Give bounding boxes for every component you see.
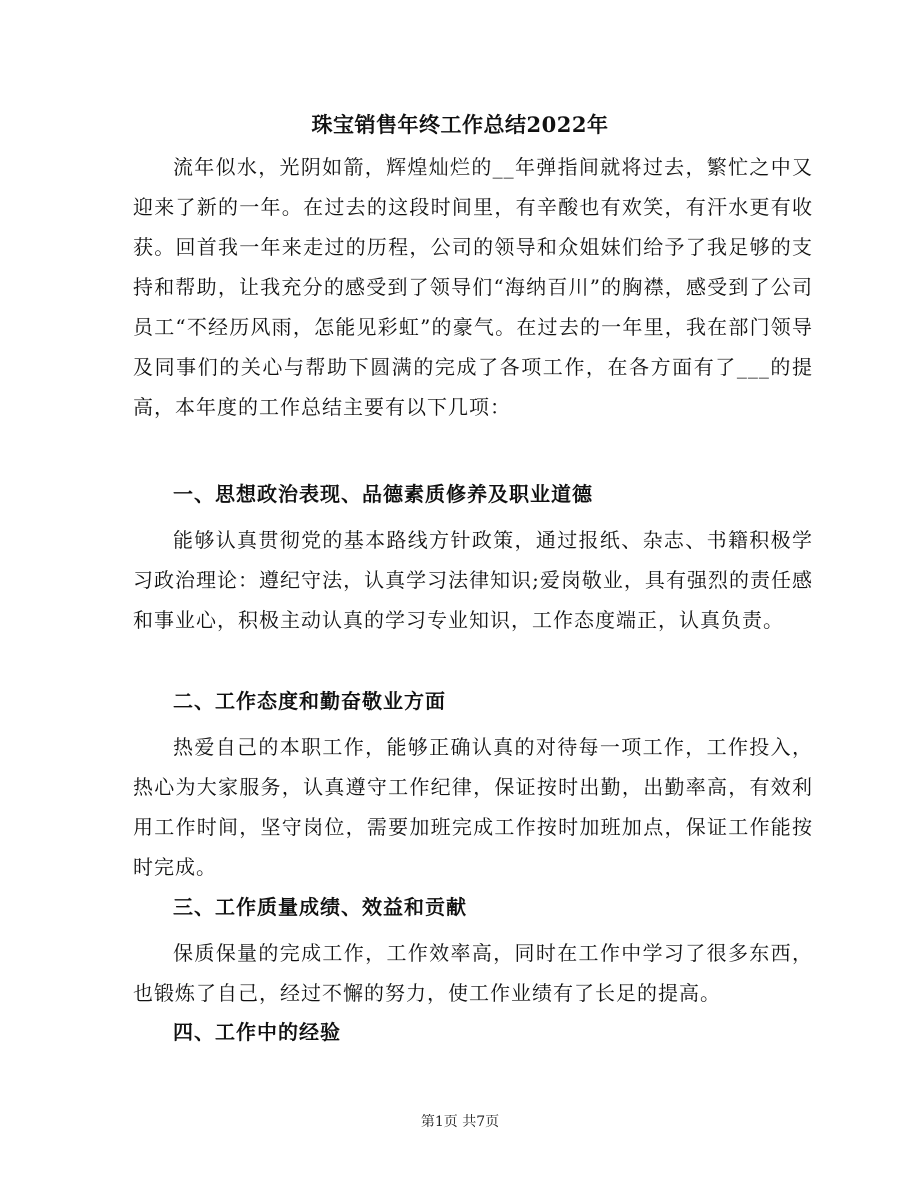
section-heading: 二、工作态度和勤奋敬业方面 (173, 689, 446, 713)
intro-paragraph: 流年似水，光阴如箭，辉煌灿烂的__年弹指间就将过去，繁忙之中又迎来了新的一年。在过去的这段时间里，有辛酸也有欢笑，有汗水更有收获。回首我一年来走过的历程，公司的领导和众姐妹们给予了我足够的支持和帮助，让我充分的感受到了领导们“海纳百川”的胸襟，感受到了公司员工“不经历风雨，怎能见彩虹”的豪气。在过去的一年里，我在部门领导及同事们的关心与帮助下圆满的完成了各项工作，在各方面有了___的提高，本年度的工作总结主要有以下几项： (133, 155, 813, 419)
page-footer: 第1页 共7页 (420, 1114, 500, 1130)
section-heading: 三、工作质量成绩、效益和贡献 (173, 895, 467, 919)
intro-block (133, 147, 813, 427)
section-body: 热爱自己的本职工作，能够正确认真的对待每一项工作，工作投入，热心为大家服务，认真遵守工作纪律，保证按时出勤，出勤率高，有效利用工作时间，坚守岗位，需要加班完成工作按时加班加点，保证工作能按时完成。 (133, 735, 813, 879)
section-3 (133, 887, 813, 1013)
document-title: 珠宝销售年终工作总结2022年 (311, 112, 609, 137)
section-body: 能够认真贯彻党的基本路线方针政策，通过报纸、杂志、书籍积极学习政治理论：遵纪守法，认真学习法律知识;爱岗敬业，具有强烈的责任感和事业心，积极主动认真的学习专业知识，工作态度端正，认真负责。 (133, 528, 813, 632)
section-4 (133, 1012, 813, 1052)
section-1 (133, 474, 813, 640)
section-2 (133, 681, 813, 887)
section-heading: 四、工作中的经验 (173, 1020, 341, 1044)
section-body: 保质保量的完成工作，工作效率高，同时在工作中学习了很多东西，也锻炼了自己，经过不懈的努力，使工作业绩有了长足的提高。 (133, 941, 813, 1005)
section-heading: 一、思想政治表现、品德素质修养及职业道德 (173, 482, 593, 506)
